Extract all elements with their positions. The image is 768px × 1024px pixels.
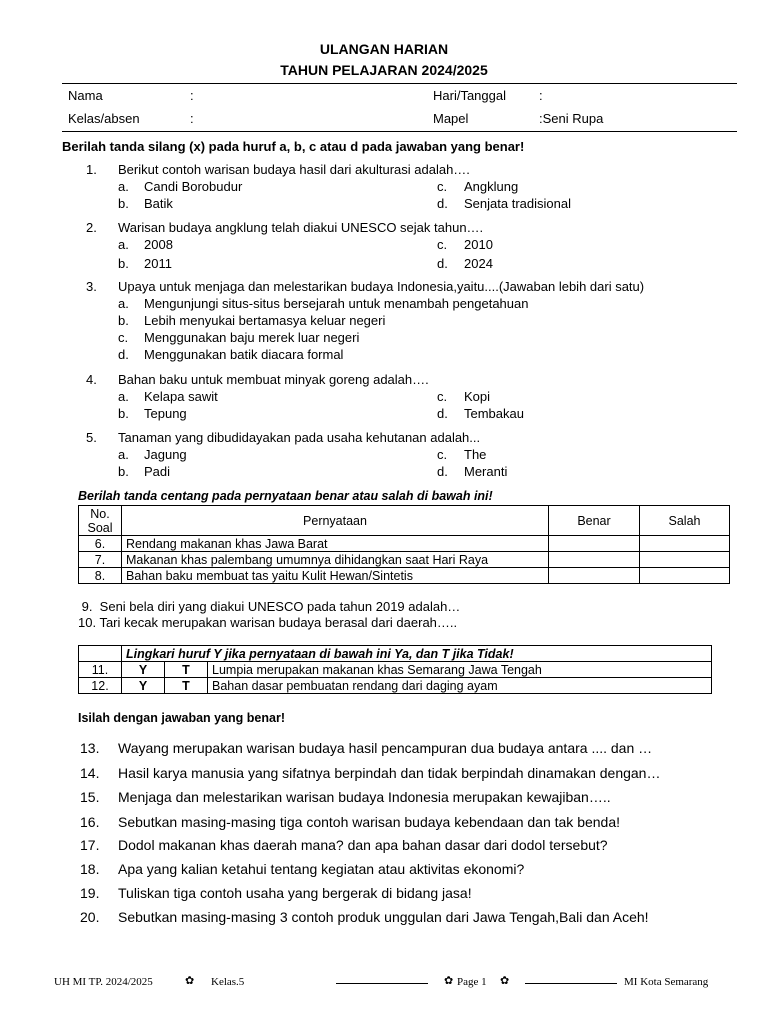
table-row — [79, 568, 730, 584]
option-letter: b. — [118, 313, 129, 328]
benar-cell[interactable] — [549, 552, 640, 568]
question-text: Menjaga dan melestarikan warisan budaya Indonesia merupakan kewajiban….. — [118, 789, 611, 805]
col-header-benar: Benar — [549, 506, 640, 536]
row-statement: Lumpia merupakan makanan khas Semarang Jawa Tengah — [208, 662, 712, 678]
option-letter: d. — [437, 256, 448, 271]
option-letter: c. — [118, 330, 129, 345]
option-letter: b. — [118, 256, 129, 271]
row-statement: Rendang makanan khas Jawa Barat — [122, 536, 549, 552]
option-t[interactable]: T — [165, 678, 208, 694]
question-text: Upaya untuk menjaga dan melestarikan budaya Indonesia,yaitu....(Jawaban lebih dari satu) — [118, 279, 645, 294]
option-text: Kelapa sawit — [144, 389, 218, 404]
option-text: Lebih menyukai bertamasya keluar negeri — [144, 313, 386, 328]
true-false-table — [78, 505, 730, 584]
option-letter: a. — [118, 296, 129, 311]
row-number: 12. — [79, 678, 122, 694]
question-number: 3. — [86, 279, 97, 294]
footer-line — [336, 983, 428, 984]
option-text: 2024 — [464, 256, 493, 271]
hari-label: Hari/Tanggal — [433, 88, 506, 103]
mapel-value: :Seni Rupa — [539, 111, 604, 126]
row-statement: Bahan baku membuat tas yaitu Kulit Hewan/Sintetis — [122, 568, 549, 584]
option-letter: b. — [118, 406, 129, 421]
option-letter: c. — [437, 389, 448, 404]
option-text: The — [464, 447, 487, 462]
question-text: Tuliskan tiga contoh usaha yang bergerak di bidang jasa! — [118, 885, 472, 901]
mapel-label: Mapel — [433, 111, 469, 126]
col-header-statement: Pernyataan — [122, 506, 549, 536]
question-number: 2. — [86, 220, 97, 235]
question-text: Warisan budaya angklung telah diakui UNESCO sejak tahun…. — [118, 220, 484, 235]
nama-label: Nama — [68, 88, 103, 103]
table-row — [79, 662, 712, 678]
question-text: Hasil karya manusia yang sifatnya berpindah dan tidak berpindah dinamakan dengan… — [118, 765, 661, 781]
hari-colon: : — [539, 88, 543, 103]
option-text: 2011 — [144, 256, 172, 271]
table-row — [79, 678, 712, 694]
option-text: Menggunakan batik diacara formal — [144, 347, 344, 362]
page-title: ULANGAN HARIAN — [319, 41, 449, 57]
smiley-flower-icon: ✿ — [185, 975, 195, 987]
option-letter: a. — [118, 389, 129, 404]
question-text: Apa yang kalian ketahui tentang kegiatan atau aktivitas ekonomi? — [118, 861, 525, 877]
question-number: 13. — [80, 740, 100, 756]
row-number: 11. — [79, 662, 122, 678]
option-letter: a. — [118, 447, 129, 462]
col-header-salah: Salah — [640, 506, 730, 536]
kelas-label: Kelas/absen — [68, 111, 140, 126]
question-number: 17. — [80, 837, 100, 853]
question-text: Wayang merupakan warisan budaya hasil pencampuran dua budaya antara .... dan … — [118, 740, 653, 756]
row-statement: Bahan dasar pembuatan rendang dari daging ayam — [208, 678, 712, 694]
question-number: 14. — [80, 765, 100, 781]
option-letter: a. — [118, 179, 129, 194]
salah-cell[interactable] — [640, 568, 730, 584]
option-text: 2008 — [144, 237, 173, 252]
yes-no-table — [78, 645, 712, 694]
option-text: Menggunakan baju merek luar negeri — [144, 330, 360, 345]
question-text: Bahan baku untuk membuat minyak goreng adalah…. — [118, 372, 429, 387]
benar-cell[interactable] — [549, 568, 640, 584]
section-a-instruction: Berilah tanda silang (x) pada huruf a, b, c atau d pada jawaban yang benar! — [62, 139, 525, 154]
option-text: Meranti — [464, 464, 508, 479]
question-text: Sebutkan masing-masing 3 contoh produk unggulan dari Jawa Tengah,Bali dan Aceh! — [118, 909, 649, 925]
option-letter: d. — [437, 196, 448, 211]
nama-colon: : — [190, 88, 194, 103]
option-y[interactable]: Y — [122, 678, 165, 694]
footer-kelas: Kelas.5 — [211, 976, 245, 988]
footer-left: UH MI TP. 2024/2025 — [54, 976, 153, 988]
divider — [62, 131, 737, 132]
col-no-line2: Soal — [87, 520, 113, 535]
option-text: Senjata tradisional — [464, 196, 571, 211]
benar-cell[interactable] — [549, 536, 640, 552]
option-text: Candi Borobudur — [144, 179, 243, 194]
option-letter: c. — [437, 179, 448, 194]
section-e-instruction: Isilah dengan jawaban yang benar! — [78, 711, 285, 725]
option-y[interactable]: Y — [122, 662, 165, 678]
option-letter: d. — [437, 406, 448, 421]
option-text: Mengunjungi situs-situs bersejarah untuk menambah pengetahuan — [144, 296, 529, 311]
footer-right: MI Kota Semarang — [624, 976, 709, 988]
footer-page: Page 1 — [457, 976, 487, 988]
option-text: Batik — [144, 196, 173, 211]
option-letter: d. — [118, 347, 129, 362]
option-letter: a. — [118, 237, 129, 252]
question-text: Tanaman yang dibudidayakan pada usaha kehutanan adalah... — [118, 430, 481, 445]
question-text: Sebutkan masing-masing tiga contoh warisan budaya kebendaan dan tak benda! — [118, 814, 621, 830]
table-row — [79, 536, 730, 552]
col-header-no — [79, 506, 122, 536]
salah-cell[interactable] — [640, 536, 730, 552]
question-text: Berikut contoh warisan budaya hasil dari akulturasi adalah…. — [118, 162, 470, 177]
question-9: 9. Seni bela diri yang diakui UNESCO pada tahun 2019 adalah… — [78, 599, 461, 614]
row-number: 7. — [79, 552, 122, 568]
option-letter: b. — [118, 196, 129, 211]
option-text: Padi — [144, 464, 171, 479]
option-text: Angklung — [464, 179, 519, 194]
table-row — [79, 552, 730, 568]
col-no-line1: No. — [90, 506, 110, 521]
question-number: 5. — [86, 430, 97, 445]
row-number: 8. — [79, 568, 122, 584]
option-text: 2010 — [464, 237, 493, 252]
question-10: 10. Tari kecak merupakan warisan budaya berasal dari daerah….. — [78, 615, 458, 630]
row-number: 6. — [79, 536, 122, 552]
option-text: Kopi — [464, 389, 491, 404]
option-letter: c. — [437, 237, 448, 252]
option-letter: c. — [437, 447, 448, 462]
question-number: 20. — [80, 909, 100, 925]
option-text: Tepung — [144, 406, 187, 421]
kelas-colon: : — [190, 111, 194, 126]
question-number: 1. — [86, 162, 97, 177]
page-subtitle: TAHUN PELAJARAN 2024/2025 — [280, 62, 488, 78]
option-t[interactable]: T — [165, 662, 208, 678]
row-statement: Makanan khas palembang umumnya dihidangkan saat Hari Raya — [122, 552, 549, 568]
salah-cell[interactable] — [640, 552, 730, 568]
question-number: 4. — [86, 372, 97, 387]
smiley-flower-icon: ✿ — [444, 975, 454, 987]
section-d-instruction: Lingkari huruf Y jika pernyataan di bawah ini Ya, dan T jika Tidak! — [122, 646, 712, 662]
question-text: Dodol makanan khas daerah mana? dan apa bahan dasar dari dodol tersebut? — [118, 837, 608, 853]
option-text: Tembakau — [464, 406, 524, 421]
option-letter: b. — [118, 464, 129, 479]
footer-line — [525, 983, 617, 984]
smiley-flower-icon: ✿ — [500, 975, 510, 987]
option-letter: d. — [437, 464, 448, 479]
question-number: 15. — [80, 789, 100, 805]
question-number: 18. — [80, 861, 100, 877]
question-number: 19. — [80, 885, 100, 901]
question-number: 16. — [80, 814, 100, 830]
section-b-instruction: Berilah tanda centang pada pernyataan benar atau salah di bawah ini! — [78, 489, 493, 503]
divider — [62, 83, 737, 84]
option-text: Jagung — [144, 447, 187, 462]
